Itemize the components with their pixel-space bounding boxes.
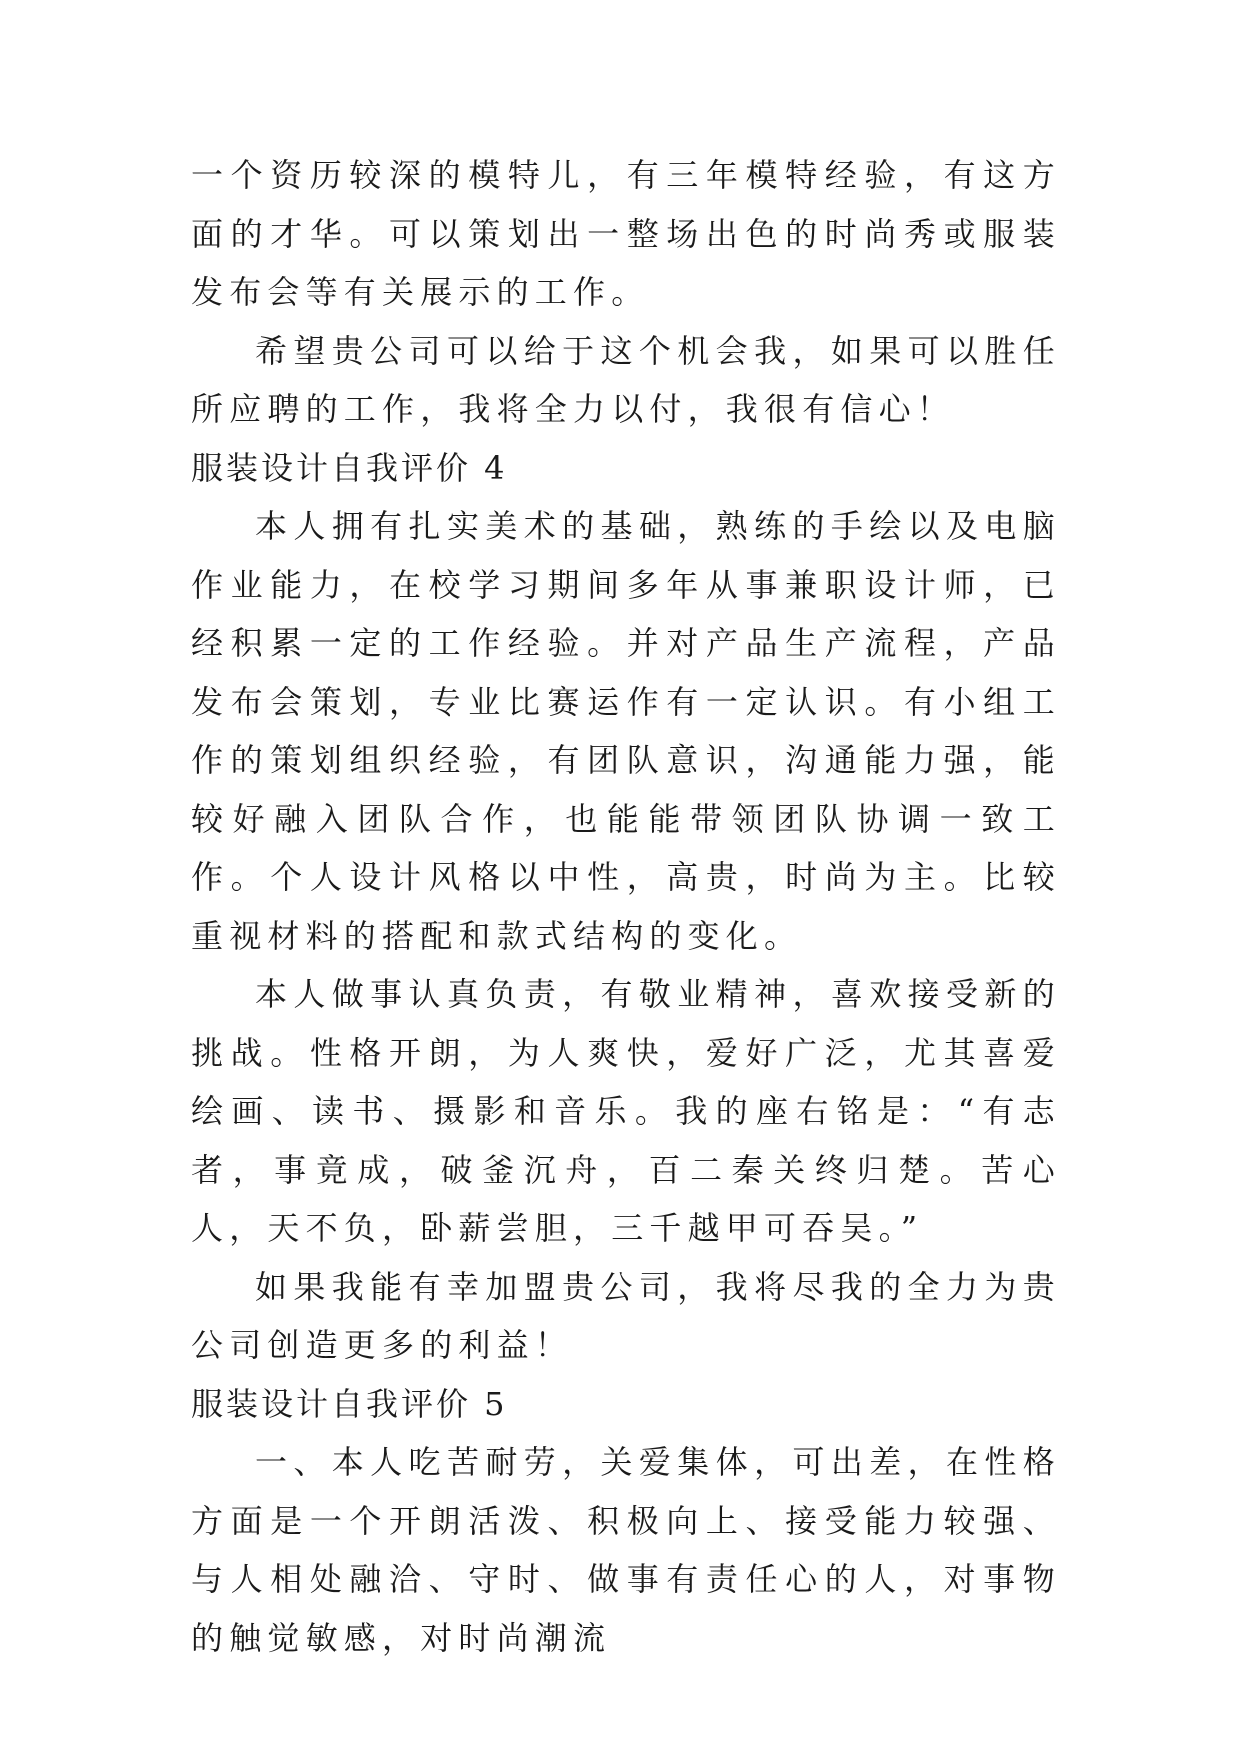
paragraph-personality-motto: 本人做事认真负责，有敬业精神，喜欢接受新的挑战。性格开朗，为人爽快，爱好广泛，尤其喜爱绘画、读书、摄影和音乐。我的座右铭是：“有志者，事竟成，破釜沉舟，百二秦关终归楚。苦心人，天不负，卧薪尝胆，三千越甲可吞吴。” bbox=[191, 975, 1061, 1247]
section-heading-4: 服装设计自我评价 4 bbox=[191, 448, 508, 487]
paragraph-join-company: 如果我能有幸加盟贵公司，我将尽我的全力为贵公司创造更多的利益！ bbox=[191, 1267, 1061, 1364]
paragraph-hope-opportunity: 希望贵公司可以给于这个机会我，如果可以胜任所应聘的工作，我将全力以付，我很有信心！ bbox=[191, 331, 1061, 428]
document-page bbox=[191, 146, 1061, 1667]
section-heading-5: 服装设计自我评价 5 bbox=[191, 1384, 508, 1423]
paragraph-model-experience: 一个资历较深的模特儿，有三年模特经验，有这方面的才华。可以策划出一整场出色的时尚秀或服装发布会等有关展示的工作。 bbox=[191, 156, 1061, 311]
paragraph-art-foundation: 本人拥有扎实美术的基础，熟练的手绘以及电脑作业能力，在校学习期间多年从事兼职设计师，已经积累一定的工作经验。并对产品生产流程，产品发布会策划，专业比赛运作有一定认识。有小组工作的策划组织经验，有团队意识，沟通能力强，能较好融入团队合作，也能能带领团队协调一致工作。个人设计风格以中性，高贵，时尚为主。比较重视材料的搭配和款式结构的变化。 bbox=[191, 507, 1061, 955]
paragraph-hardworking: 一、本人吃苦耐劳，关爱集体，可出差，在性格方面是一个开朗活泼、积极向上、接受能力较强、与人相处融洽、守时、做事有责任心的人，对事物的触觉敏感，对时尚潮流 bbox=[191, 1443, 1061, 1657]
